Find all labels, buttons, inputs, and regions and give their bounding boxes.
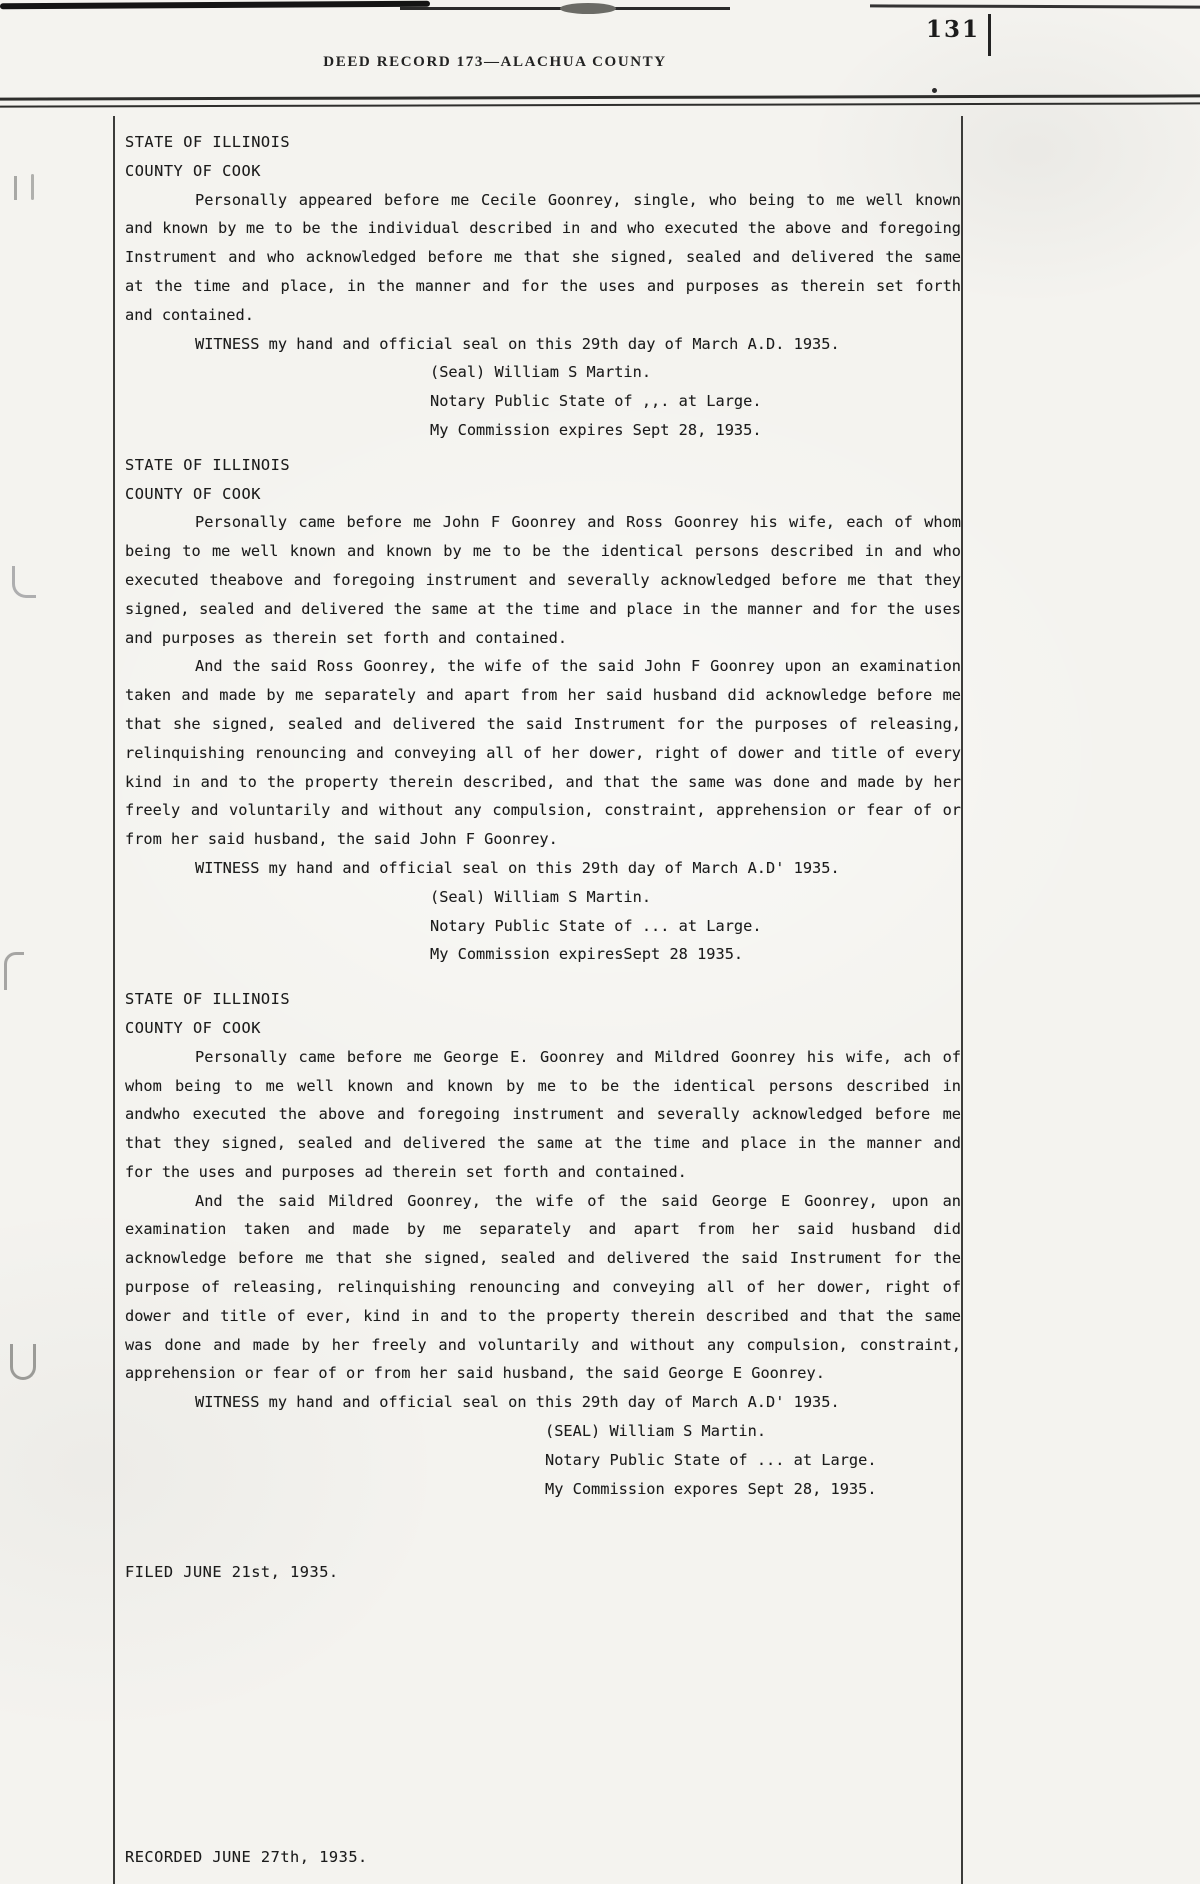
recorded-line: RECORDED JUNE 27th, 1935. bbox=[125, 1848, 368, 1866]
page-number: 131 bbox=[926, 16, 981, 43]
binder-mark bbox=[12, 566, 36, 598]
seal-line: (SEAL) William S Martin. bbox=[545, 1422, 767, 1441]
notary-seal-block bbox=[430, 358, 961, 444]
state-heading: STATE OF ILLINOIS bbox=[125, 990, 291, 1009]
witness-line: WITNESS my hand and official seal on this 29th day of March A.D' 1935. bbox=[195, 858, 840, 877]
witness-line: WITNESS my hand and official seal on this 29th day of March A.D. 1935. bbox=[195, 334, 840, 353]
header-rule-top bbox=[0, 94, 1200, 100]
binder-mark bbox=[4, 952, 24, 990]
acknowledgment-section-george-mildred bbox=[125, 985, 961, 1503]
torn-edge-strip bbox=[870, 4, 1200, 8]
witness-line: WITNESS my hand and official seal on this 29th day of March A.D' 1935. bbox=[195, 1393, 840, 1412]
document-body bbox=[125, 128, 961, 1503]
commission-line: My Commission expiresSept 28 1935. bbox=[430, 945, 744, 964]
margin-rule-right bbox=[961, 116, 963, 1884]
acknowledgment-section-john-ross bbox=[125, 451, 961, 969]
torn-edge-blot bbox=[560, 3, 616, 14]
margin-rule-left bbox=[113, 116, 115, 1884]
acknowledgment-section-cecile bbox=[125, 128, 961, 445]
state-heading: STATE OF ILLINOIS bbox=[125, 133, 291, 151]
binder-mark bbox=[10, 1344, 36, 1380]
notary-seal-block bbox=[545, 1417, 961, 1503]
binder-mark bbox=[14, 176, 17, 200]
page-header: DEED RECORD 173—ALACHUA COUNTY bbox=[323, 54, 667, 70]
ink-dot bbox=[932, 88, 937, 93]
acknowledgment-paragraph: Personally came before me John F Goonrey and Ross Goonrey his wife, each of whom being to me well known and known by me to be the identical persons described in and who executed theabove and foregoing instrument and severally acknowledged before me that they signed, sealed and delivered the same at the time and place in the manner and for the uses and purposes as therein set forth and contained. bbox=[125, 513, 961, 647]
notary-seal-block bbox=[430, 883, 961, 969]
torn-edge-strip bbox=[0, 1, 430, 10]
torn-edge bbox=[0, 0, 1200, 16]
acknowledgment-paragraph: Personally came before me George E. Goonrey and Mildred Goonrey his wife, ach of whom being to me well known and known by me to be the identical persons described in andwho executed the above and foregoing instrument and severally acknowledged before me that they signed, sealed and delivered the same at the time and place in the manner and for the uses and purposes ad therein set forth and contained. bbox=[125, 1047, 961, 1181]
commission-line: My Commission expores Sept 28, 1935. bbox=[545, 1479, 877, 1498]
commission-line: My Commission expires Sept 28, 1935. bbox=[430, 420, 762, 439]
header-rule-bottom bbox=[0, 102, 1200, 107]
binder-mark bbox=[31, 174, 34, 200]
county-heading: COUNTY OF COOK bbox=[125, 161, 261, 180]
notary-line: Notary Public State of ... at Large. bbox=[545, 1450, 877, 1469]
notary-line: Notary Public State of ... at Large. bbox=[430, 916, 762, 935]
county-heading: COUNTY OF COOK bbox=[125, 484, 261, 503]
seal-line: (Seal) William S Martin. bbox=[430, 887, 652, 906]
page-edge-mark bbox=[988, 14, 991, 56]
acknowledgment-paragraph: Personally appeared before me Cecile Goonrey, single, who being to me well known and known by me to be the individual described in and who executed the above and foregoing Instrument and who acknowledged before me that she signed, sealed and delivered the same at the time and place, in the manner and for the uses and purposes as therein set forth and contained. bbox=[125, 190, 961, 324]
state-heading: STATE OF ILLINOIS bbox=[125, 455, 291, 474]
county-heading: COUNTY OF COOK bbox=[125, 1018, 261, 1037]
notary-line: Notary Public State of ,,. at Large. bbox=[430, 392, 762, 411]
dower-release-paragraph: And the said Ross Goonrey, the wife of the said John F Goonrey upon an examination taken and made by me separately and apart from her said husband did acknowledge before me that she signed, sealed and delivered the said Instrument for the purposes of releasing, relinquishing renouncing and conveying all of her dower, right of dower and title of every kind in and to the property therein described, and that the same was done and made by her freely and voluntarily and without any compulsion, constraint, apprehension or fear of or from her said husband, the said John F Goonrey. bbox=[125, 657, 961, 849]
seal-line: (Seal) William S Martin. bbox=[430, 363, 652, 382]
dower-release-paragraph: And the said Mildred Goonrey, the wife of the said George E Goonrey, upon an examination taken and made by me separately and apart from her said husband did acknowledge before me that she signed, sealed and delivered the said Instrument for the purpose of releasing, relinquishing renouncing and conveying all of her dower, right of dower and title of ever, kind in and to the property therein described and that the same was done and made by her freely and voluntarily and without any compulsion, constraint, apprehension or fear of or from her said husband, the said George E Goonrey. bbox=[125, 1191, 961, 1383]
filed-line: FILED JUNE 21st, 1935. bbox=[125, 1563, 339, 1581]
header-rule bbox=[0, 94, 1200, 107]
